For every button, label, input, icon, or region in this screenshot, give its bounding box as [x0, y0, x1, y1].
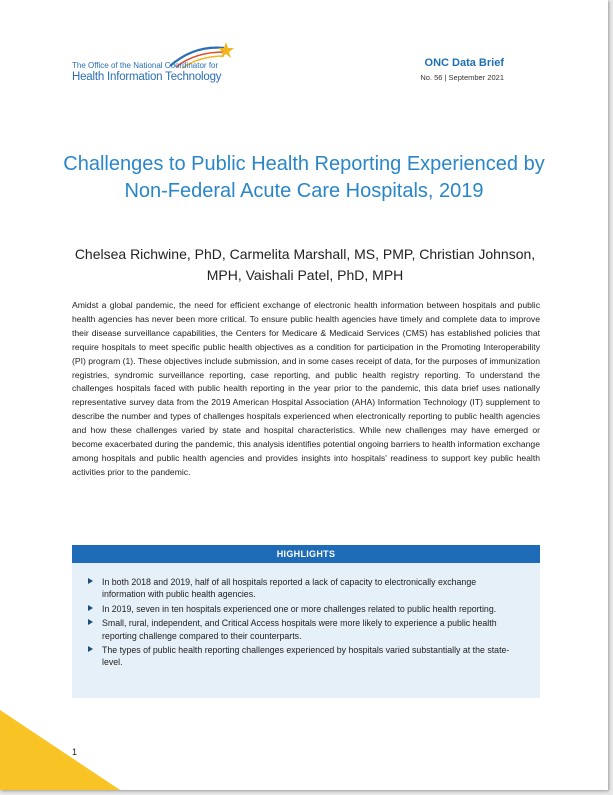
abstract-paragraph: Amidst a global pandemic, the need for efficient exchange of electronic health information between hospitals and public health agencies has never been more critical. To ensure public health agencies have timely and complete data to improve their disease surveillance capabilities, the Centers for Medicare & Medicaid Services (CMS) has established policies that require hospitals to meet specific public health objectives as a condition for participation in the Promoting Interoperability (PI) program (1). These objectives include submission, and in some cases receipt of data, for the purposes of immunization registries, syndromic surveillance reporting, case reporting, and public health registry reporting. To understand the challenges hospitals faced with public health reporting in the year prior to the pandemic, this data brief uses nationally representative survey data from the 2019 American Hospital Association (AHA) Information Technology (IT) supplement to describe the number and types of challenges hospitals experienced when electronically reporting to public health agencies and how these challenges varied by state and hospital characteristics. While new challenges may have emerged or become exacerbated during the pandemic, this analysis identifies potential ongoing barriers to health information exchange among hospitals and public health agencies and provides insights into hospitals' readiness to support key public health activities prior to the pandemic.	[72, 300, 540, 477]
brief-issue-date: No. 56 | September 2021	[420, 73, 504, 82]
logo-org-line: The Office of the National Coordinator for	[72, 61, 219, 70]
highlight-text: In 2019, seven in ten hospitals experienced one or more challenges related to public health reporting.	[102, 603, 497, 614]
arrow-bullet-icon	[88, 578, 93, 584]
page-number: 1	[72, 747, 78, 757]
arrow-bullet-icon	[88, 646, 93, 652]
brief-header	[420, 57, 504, 82]
highlight-item	[86, 576, 520, 601]
highlight-item	[86, 617, 520, 642]
arrow-bullet-icon	[88, 605, 93, 611]
highlight-item	[86, 644, 520, 669]
arrow-bullet-icon	[88, 619, 93, 625]
highlight-text: Small, rural, independent, and Critical Access hospitals were more likely to experience a public health reporting challenge compared to their counterparts.	[102, 618, 497, 641]
author-list: Chelsea Richwine, PhD, Carmelita Marshall, MS, PMP, Christian Johnson, MPH, Vaishali Patel, PhD, MPH	[74, 246, 536, 283]
highlights-box	[72, 545, 540, 698]
document-title: Challenges to Public Health Reporting Experienced by Non-Federal Acute Care Hospitals, 2019	[63, 153, 545, 202]
highlight-text: The types of public health reporting challenges experienced by hospitals varied substantially at the state-level.	[102, 645, 510, 668]
logo-name-line: Health Information Technology	[72, 71, 222, 83]
brief-series-title: ONC Data Brief	[424, 57, 504, 69]
corner-triangle-decoration	[0, 710, 120, 790]
highlight-text: In both 2018 and 2019, half of all hospitals reported a lack of capacity to electronically exchange information with public health agencies.	[102, 577, 477, 600]
onc-logo	[72, 40, 242, 88]
highlights-list	[72, 563, 540, 669]
highlights-header: HIGHLIGHTS	[72, 545, 540, 563]
highlight-item	[86, 603, 520, 615]
